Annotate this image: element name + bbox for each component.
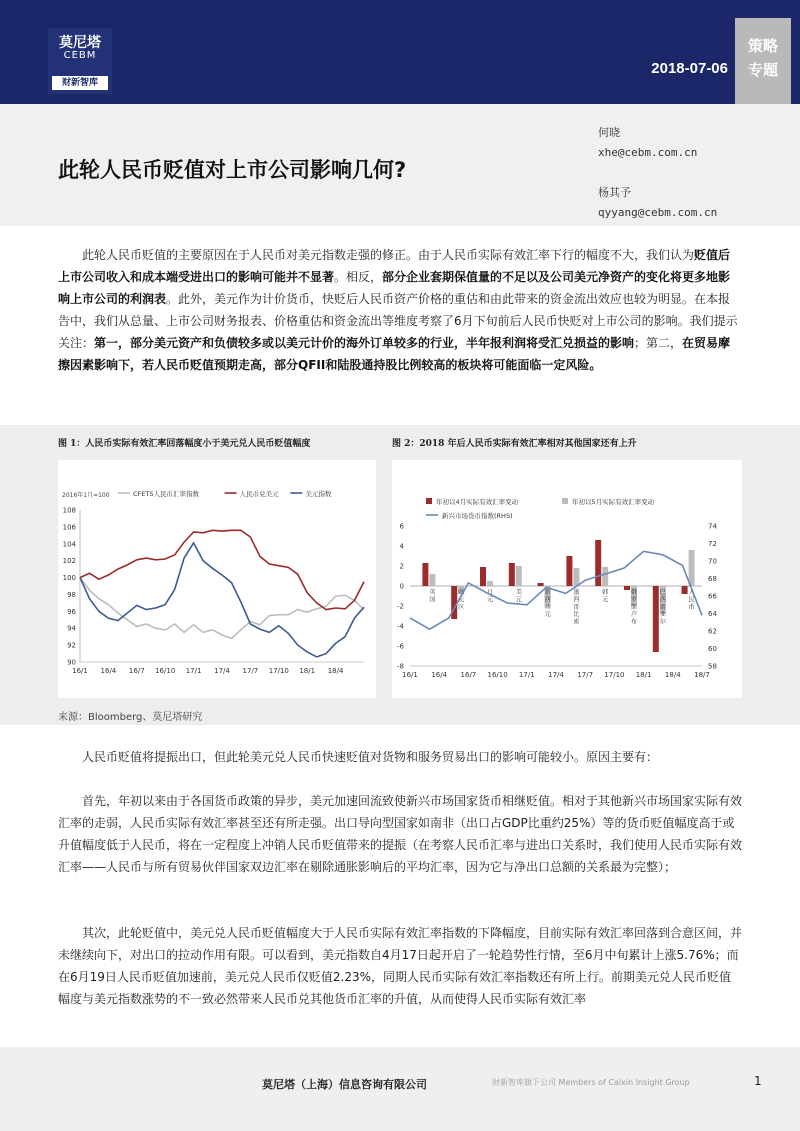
- chart-2-x-tick: 17/4: [548, 671, 564, 679]
- chart-2-y2-tick: 66: [708, 592, 717, 601]
- chart-2-x-tick: 16/4: [431, 671, 448, 679]
- chart-1-series-line: [80, 578, 364, 639]
- chart-2-bar: [624, 586, 630, 590]
- chart-1-y-tick: 108: [62, 506, 76, 515]
- body-paragraph-1: 人民币贬值将提振出口，但此轮美元兑人民币快速贬值对货物和服务贸易出口的影响可能较小。原因主要有：: [82, 750, 659, 764]
- chart-2-y2-tick: 72: [708, 540, 717, 548]
- chart-2-bar: [653, 586, 659, 652]
- chart-2-x-tick: 17/10: [604, 671, 625, 679]
- chart-2-x-tick: 18/4: [664, 671, 681, 679]
- chart-2-svg: [392, 460, 742, 698]
- chart-1-y-tick: 96: [67, 607, 76, 616]
- chart-2-category-label: 日元: [486, 589, 494, 604]
- chart-2-bar: [480, 567, 486, 586]
- summary-bold-1: 贬值后上市公司收入和成本端受进出口的影响可能并不显著: [58, 248, 731, 284]
- chart-1-y-tick: 98: [67, 590, 76, 599]
- author-name-2: 杨其予: [598, 186, 631, 199]
- chart-1-x-tick: 17/1: [185, 667, 202, 675]
- report-title: 此轮人民币贬值对上市公司影响几何?: [58, 158, 407, 182]
- chart-1-x-tick: 16/10: [155, 667, 176, 675]
- author-email-1[interactable]: xhe@cebm.com.cn: [598, 146, 698, 159]
- figure-2: [392, 460, 742, 698]
- chart-2-y-tick: 6: [399, 522, 404, 531]
- chart-2-y-tick: 2: [399, 562, 404, 571]
- figure-1: [58, 460, 376, 698]
- chart-2-category-label: 人民币: [688, 589, 695, 611]
- chart-1-x-tick: 16/4: [100, 667, 117, 675]
- chart-2-legend-swatch: [426, 498, 432, 504]
- chart-2-x-tick: 16/10: [487, 671, 508, 679]
- footer-company: 莫尼塔（上海）信息咨询有限公司: [262, 1078, 427, 1091]
- chart-2-bar: [422, 563, 428, 586]
- chart-2-bar: [566, 556, 572, 586]
- chart-2-y2-tick: 68: [708, 575, 717, 583]
- chart-1-y-tick: 104: [62, 540, 76, 549]
- chart-2-y-tick: -8: [397, 662, 404, 671]
- summary-text-3: 。此外，美元作为计价货币，快贬后人民币资产价格的重估和由此带来的资金流出效应也较为明显。在本报告中，我们从总量、上市公司财务报表、价格重估和资金流出等维度考察了6月下旬前后人民币快贬对上市公司的影响。我们提示关注：: [58, 292, 738, 350]
- body-paragraph-2: 首先，年初以来由于各国货币政策的异步，美元加速回流致使新兴市场国家货币相继贬值。相对于其他新兴市场国家实际有效汇率的走弱，人民币实际有效汇率甚至还有所走强。出口导向型国家如南非（出口占GDP比重约25%）等的货币贬值幅度高于或升值幅度低于人民币，将在一定程度上冲销人民币贬值带来的提振（在考察人民币汇率与进出口关系时，我们使用人民币实际有效汇率——人民币与所有贸易伙伴国家双边汇率在剔除通胀影响后的平均汇率，因为它与净出口总额的关系最为完整）；: [58, 794, 743, 874]
- author-email-2[interactable]: qyyang@cebm.com.cn: [598, 206, 718, 219]
- summary-text-2: 。相反，: [334, 270, 383, 284]
- chart-2-x-tick: 16/7: [460, 671, 477, 679]
- chart-2-bar: [538, 583, 544, 586]
- logo-sub: 财新智库: [52, 76, 108, 90]
- chart-2-y-tick: -6: [397, 642, 404, 651]
- page-number: 1: [754, 1074, 762, 1088]
- summary-paragraph: [58, 244, 742, 376]
- chart-1-x-tick: 17/4: [214, 667, 230, 675]
- chart-2-bar: [689, 550, 695, 586]
- summary-text-1: 此轮人民币贬值的主要原因在于人民币对美元指数走强的修正。由于人民币实际有效汇率下行的幅度不大，我们认为: [82, 248, 695, 262]
- chart-2-y-tick: 4: [399, 542, 404, 551]
- summary-bold-2: 部分企业套期保值量的不足以及公司美元净资产的变化将更多地影响上市公司的利润表: [58, 270, 731, 306]
- chart-2-x-tick: 18/7: [694, 671, 710, 679]
- chart-2-legend-label: 年初以4月实际有效汇率变动: [436, 498, 519, 506]
- chart-2-x-tick: 16/1: [402, 671, 418, 679]
- chart-2-bar: [509, 563, 515, 586]
- logo-en: CEBM: [63, 50, 97, 61]
- chart-1-legend-label: CFETS人民币汇率指数: [133, 490, 199, 498]
- figure-source: 来源：Bloomberg、莫尼塔研究: [58, 712, 203, 723]
- company-logo: [48, 28, 112, 94]
- chart-2-category-label: 英国: [429, 589, 436, 604]
- chart-2-y2-tick: 74: [708, 522, 717, 531]
- chart-2-bar: [451, 586, 457, 619]
- figure-1-caption: 图 1：人民币实际有效汇率回落幅度小于美元兑人民币贬值幅度: [58, 439, 311, 449]
- chart-1-x-tick: 18/1: [299, 667, 316, 675]
- summary-text-4: ；第二，: [634, 336, 683, 350]
- chart-1-x-tick: 16/7: [128, 667, 145, 675]
- chart-1-legend-label: 美元指数: [305, 490, 332, 498]
- chart-1-y-tick: 102: [62, 557, 76, 566]
- chart-2-category-label: 巴西雷亚尔: [659, 589, 666, 626]
- chart-2-bar: [682, 586, 688, 594]
- tag-line1: 策略: [747, 37, 778, 55]
- chart-2-legend-swatch: [562, 498, 568, 504]
- summary-bold-3: 第一，部分美元资产和负债较多或以美元计价的海外订单较多的行业，半年报利润将受汇兑损益的影响: [94, 336, 635, 350]
- chart-1-legend-label: 人民币兑美元: [239, 490, 279, 498]
- chart-2-x-tick: 18/1: [635, 671, 652, 679]
- chart-1-x-tick: 18/4: [327, 667, 344, 675]
- chart-2-category-label: 韩元: [602, 589, 609, 604]
- chart-2-bar: [487, 581, 493, 586]
- footer-subtitle: 财新智库旗下公司 Members of Caixin Insight Group: [492, 1078, 690, 1087]
- chart-2-legend-label: 新兴市场货币指数(RHS): [442, 512, 513, 520]
- chart-2-y2-tick: 60: [708, 645, 717, 653]
- chart-1-svg: [58, 460, 376, 698]
- chart-2-y-tick: -4: [397, 622, 404, 631]
- chart-2-legend-label: 年初以5月实际有效汇率变动: [572, 498, 655, 506]
- chart-1-y-tick: 90: [67, 658, 76, 667]
- chart-2-y2-tick: 64: [708, 610, 717, 618]
- logo-cn: 莫尼塔: [59, 35, 101, 51]
- chart-2-category-label: 新西兰元: [544, 589, 551, 619]
- chart-2-bar: [573, 568, 579, 586]
- chart-2-bar: [429, 574, 435, 586]
- chart-1-y-tick: 92: [67, 641, 76, 650]
- chart-2-x-tick: 17/1: [518, 671, 535, 679]
- chart-2-bar: [595, 540, 601, 586]
- chart-2-y-tick: -2: [397, 602, 404, 611]
- chart-2-bar: [516, 566, 522, 586]
- chart-2-y2-tick: 62: [708, 627, 717, 636]
- figure-2-caption: 图 2：2018 年后人民币实际有效汇率相对其他国家还有上升: [392, 439, 637, 449]
- body-paragraph-3: 其次，此轮贬值中，美元兑人民币贬值幅度大于人民币实际有效汇率指数的下降幅度，目前实际有效汇率回落到合意区间，并未继续向下，对出口的拉动作用有限。可以看到，美元指数自4月17日起开启了一轮趋势性行情，至6月中旬累计上涨5.76%；而在6月19日人民币贬值加速前，美元兑人民币仅贬值2.23%，同期人民币实际有效汇率指数还有所上行。前期美元兑人民币贬值幅度与美元指数涨势的不一致必然带来人民币兑其他货币汇率的升值，从而使得人民币实际有效汇率: [58, 926, 743, 1006]
- chart-1-x-tick: 17/7: [242, 667, 259, 675]
- chart-1-series-line: [80, 530, 364, 609]
- chart-2-category-label: 欧元区: [458, 589, 465, 611]
- chart-1-x-tick: 16/1: [72, 667, 88, 675]
- chart-1-series-line: [80, 543, 364, 657]
- chart-1-index-note: 2016年1月=100: [62, 492, 110, 499]
- chart-2-y2-tick: 58: [708, 662, 717, 671]
- chart-2-category-label: 墨西哥比索: [573, 589, 580, 626]
- chart-1-y-tick: 94: [67, 624, 76, 633]
- summary-bold-4: 在贸易摩擦因素影响下，若人民币贬值预期走高，部分QFII和陆股通持股比例较高的板块将可能面临一定风险。: [58, 336, 731, 372]
- header-band: [0, 0, 800, 104]
- report-category-tag: [735, 18, 791, 104]
- chart-2-y2-tick: 70: [708, 557, 717, 566]
- chart-1-y-tick: 106: [62, 523, 76, 532]
- chart-2-y-tick: 0: [399, 582, 404, 591]
- chart-1-x-tick: 17/10: [268, 667, 289, 675]
- chart-2-category-label: 美元: [515, 589, 522, 604]
- chart-2-x-tick: 17/7: [577, 671, 594, 679]
- chart-2-category-label: 俄罗斯卢布: [630, 589, 638, 626]
- report-date: 2018-07-06: [651, 60, 728, 77]
- author-name-1: 何晓: [598, 126, 620, 139]
- chart-1-y-tick: 100: [62, 574, 76, 583]
- chart-2-bar: [602, 567, 608, 586]
- tag-line2: 专题: [747, 61, 778, 79]
